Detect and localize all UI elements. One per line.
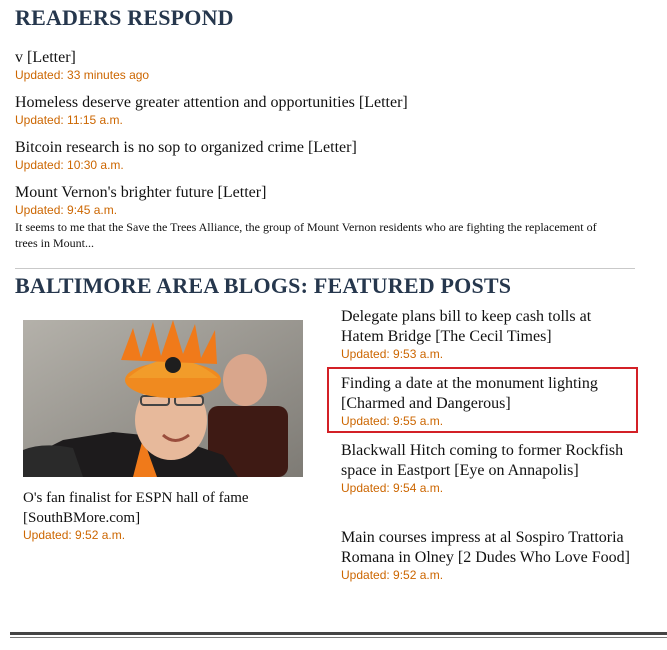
letter-headline-link[interactable]: v [Letter]	[15, 49, 76, 66]
section-divider	[15, 268, 635, 269]
letter-headline-link[interactable]: Bitcoin research is no sop to organized crime [Letter]	[15, 139, 357, 156]
featured-post-timestamp: Updated: 9:52 a.m.	[23, 528, 126, 542]
footer-divider	[10, 632, 667, 635]
blog-post-item	[341, 528, 631, 583]
blog-post-timestamp: Updated: 9:54 a.m.	[341, 481, 444, 495]
footer-divider-thin	[10, 637, 667, 638]
letter-item	[15, 93, 615, 128]
letter-item	[15, 48, 615, 83]
letter-headline-link[interactable]: Homeless deserve greater attention and opportunities [Letter]	[15, 94, 408, 111]
blog-post-headline-link[interactable]: Main courses impress at al Sospiro Trattoria Romana in Olney [2 Dudes Who Love Food]	[341, 529, 630, 566]
letter-item	[15, 183, 615, 251]
letter-timestamp: Updated: 11:15 a.m.	[15, 113, 123, 127]
letter-item	[15, 138, 615, 173]
letter-timestamp: Updated: 9:45 a.m.	[15, 203, 118, 217]
blogs-featured-title: BALTIMORE AREA BLOGS: FEATURED POSTS	[15, 273, 512, 298]
blog-post-timestamp: Updated: 9:53 a.m.	[341, 347, 444, 361]
featured-post-photo[interactable]	[23, 320, 303, 477]
blog-post-item	[341, 441, 631, 496]
featured-post	[23, 488, 313, 543]
orioles-fan-photo	[23, 320, 303, 477]
blog-post-headline-link[interactable]: Finding a date at the monument lighting [Charmed and Dangerous]	[341, 375, 598, 412]
letter-timestamp: Updated: 33 minutes ago	[15, 68, 150, 82]
blog-post-headline-link[interactable]: Blackwall Hitch coming to former Rockfish space in Eastport [Eye on Annapolis]	[341, 442, 624, 479]
blog-post-timestamp: Updated: 9:52 a.m.	[341, 568, 444, 582]
readers-respond-title: READERS RESPOND	[15, 5, 234, 30]
highlight-box	[327, 367, 638, 433]
blog-post-item	[341, 307, 631, 362]
featured-post-headline-link[interactable]: O's fan finalist for ESPN hall of fame [SouthBMore.com]	[23, 490, 249, 526]
letter-excerpt: It seems to me that the Save the Trees Alliance, the group of Mount Vernon residents who are fighting the replacement of trees in Mount...	[15, 220, 597, 250]
letter-headline-link[interactable]: Mount Vernon's brighter future [Letter]	[15, 184, 267, 201]
blog-post-timestamp: Updated: 9:55 a.m.	[341, 414, 444, 428]
letter-timestamp: Updated: 10:30 a.m.	[15, 158, 124, 172]
blog-post-headline-link[interactable]: Delegate plans bill to keep cash tolls at Hatem Bridge [The Cecil Times]	[341, 308, 592, 345]
